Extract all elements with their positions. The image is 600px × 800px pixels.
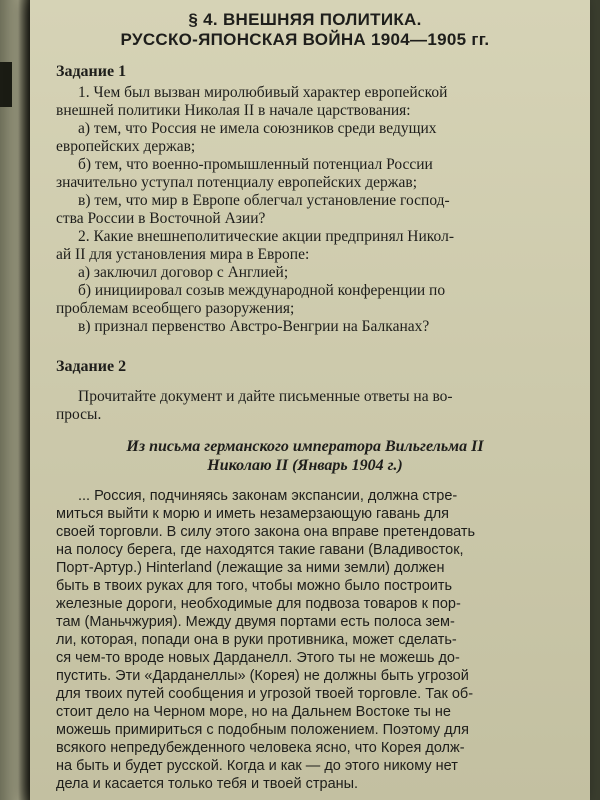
document-line: дела и касается только тебя и твоей страны. (56, 776, 359, 792)
document-line: там (Маньчжурия). Между двумя портами есть полоса зем- (56, 614, 455, 630)
document-line: для твоих путей сообщения и угрозой твоей торговле. Так об- (56, 686, 474, 702)
task-1-line: а) тем, что Россия не имела союзников среди ведущих (78, 120, 437, 137)
adjacent-page-edge (0, 0, 30, 800)
document-line: на быть и будет русской. Когда и как — до этого никому нет (56, 758, 458, 774)
task-1-line: 2. Какие внешнеполитические акции предпринял Никол- (78, 228, 454, 245)
task-1-line: европейских держав; (56, 138, 196, 155)
document-line: ... Россия, подчиняясь законам экспансии, должна стре- (78, 488, 458, 504)
task-1-line: в) тем, что мир в Европе облегчал установление господ- (78, 192, 450, 209)
document-line: пустить. Эти «Дарданеллы» (Корея) не должны быть угрозой (56, 668, 469, 684)
task-1-line: внешней политики Николая II в начале царствования: (56, 102, 411, 119)
task-2-intro-line: просы. (56, 406, 102, 423)
task-1-line: б) тем, что военно-промышленный потенциал России (78, 156, 433, 173)
section-title-line-2: РУССКО-ЯПОНСКАЯ ВОЙНА 1904—1905 гг. (120, 30, 490, 49)
task-1-label: Задание 1 (56, 63, 127, 80)
document-line: миться выйти к морю и иметь незамерзающую гавань для (56, 506, 450, 522)
task-1-line: значительно уступал потенциалу европейских держав; (56, 174, 417, 191)
document-line: на полосу берега, где находятся такие гавани (Владивосток, (56, 542, 464, 558)
task-1-line: ай II для установления мира в Европе: (56, 246, 310, 263)
document-title-line-2: Николаю II (Январь 1904 г.) (207, 457, 403, 474)
document-line: ся чем-то вроде новых Дарданелл. Этого ты не можешь до- (56, 650, 460, 666)
task-2-intro-line: Прочитайте документ и дайте письменные ответы на во- (78, 388, 453, 405)
task-1-line: проблемам всеобщего разоружения; (56, 300, 295, 317)
adjacent-page-mark (0, 62, 12, 107)
task-1-line: 1. Чем был вызван миролюбивый характер европейской (78, 84, 448, 101)
document-line: ли, которая, попади она в руки противника, может сделать- (56, 632, 457, 648)
document-line: всякого непредубежденного человека ясно, что Корея долж- (56, 740, 465, 756)
document-title-line-1: Из письма германского императора Вильгельма II (126, 438, 484, 455)
document-line: Порт-Артур.) Hinterland (лежащие за ними земли) должен (56, 560, 445, 576)
task-1-line: в) признал первенство Австро-Венгрии на Балканах? (78, 318, 430, 335)
section-title-line-1: § 4. ВНЕШНЯЯ ПОЛИТИКА. (188, 10, 422, 29)
document-line: железные дороги, необходимые для подвоза товаров к пор- (56, 596, 461, 612)
document-line: можешь примириться с подобным положением. Поэтому для (56, 722, 469, 738)
task-1-line: а) заключил договор с Англией; (78, 264, 289, 281)
document-line: своей торговли. В силу этого закона она вправе претендовать (56, 524, 476, 540)
task-2-label: Задание 2 (56, 358, 127, 375)
document-line: стоит дело на Черном море, но на Дальнем Востоке ты не (56, 704, 451, 720)
task-1-line: б) инициировал созыв международной конференции по (78, 282, 446, 299)
document-line: быть в твоих руках для того, чтобы можно было построить (56, 578, 453, 594)
task-1-line: ства России в Восточной Азии? (56, 210, 266, 227)
book-page (30, 0, 590, 800)
